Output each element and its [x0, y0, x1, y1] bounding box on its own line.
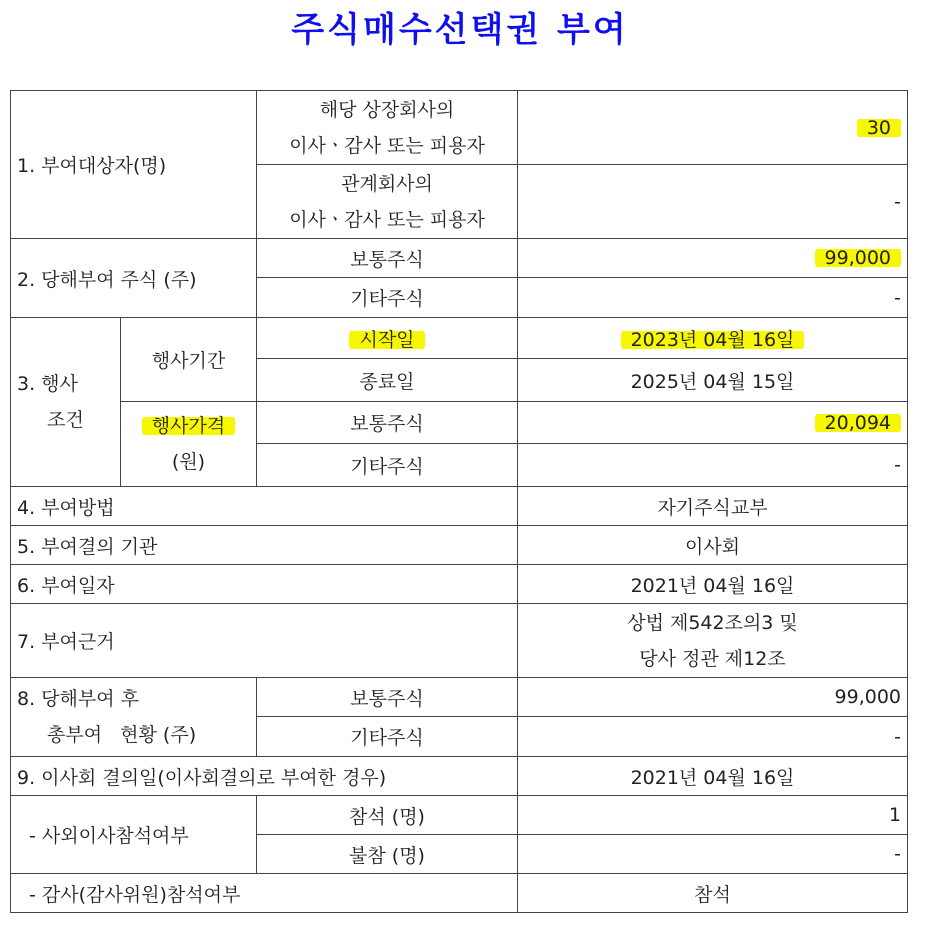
sub-label — [257, 165, 518, 239]
granted-shares-label: 2. 당해부여 주식 (주) — [17, 268, 197, 291]
exercise-period-label: 행사기간 — [121, 318, 257, 402]
legal-basis-label: 7. 부여근거 — [11, 604, 518, 678]
exercise-conditions-label-2: 조건 — [47, 409, 84, 431]
price-common-value: 20,094 — [815, 412, 901, 434]
exercise-price-label — [121, 402, 257, 487]
legal-basis-value-1: 상법 제542조의3 및 — [627, 611, 798, 634]
absent-value: - — [518, 835, 908, 874]
sub-label — [257, 318, 518, 359]
sub-label — [257, 91, 518, 165]
table-row — [11, 239, 908, 278]
exercise-conditions-label-1: 3. 행사 — [17, 373, 78, 395]
affiliate-recipients-value: - — [894, 190, 901, 213]
page-title: 주식매수선택권 부여 — [291, 10, 629, 50]
grant-method-value: 자기주식교부 — [518, 487, 908, 526]
absent-label: 불참 (명) — [257, 835, 518, 874]
table-row — [11, 91, 908, 165]
total-granted-label-2: 총부여 현황 (주) — [47, 724, 197, 746]
start-date-value: 2023년 04월 16일 — [621, 329, 805, 351]
total-other-label: 기타주식 — [257, 717, 518, 757]
value-cell — [518, 402, 908, 444]
legal-basis-value-2: 당사 정관 제12조 — [639, 647, 786, 670]
total-granted-label-1: 8. 당해부여 후 — [17, 688, 139, 710]
value-cell — [518, 165, 908, 239]
grant-method-label: 4. 부여방법 — [11, 487, 518, 526]
table-row — [11, 874, 908, 913]
granted-common-value: 99,000 — [815, 247, 901, 269]
resolution-body-value: 이사회 — [518, 526, 908, 565]
total-common-value: 99,000 — [518, 678, 908, 717]
resolution-body-label: 5. 부여결의 기관 — [11, 526, 518, 565]
price-common-label: 보통주식 — [257, 402, 518, 444]
grant-date-value: 2021년 04월 16일 — [518, 565, 908, 604]
table-row — [11, 678, 908, 717]
exercise-price-label-2: (원) — [171, 451, 206, 473]
table-row — [11, 526, 908, 565]
value-cell — [518, 91, 908, 165]
board-resolution-date-label: 9. 이사회 결의일(이사회결의로 부여한 경우) — [11, 757, 518, 796]
grant-date-label: 6. 부여일자 — [11, 565, 518, 604]
table-row — [11, 565, 908, 604]
value-cell — [518, 604, 908, 678]
table-row — [11, 487, 908, 526]
present-label: 참석 (명) — [257, 796, 518, 835]
table-row — [11, 402, 908, 444]
value-cell — [518, 239, 908, 278]
listed-company-label-2: 이사ㆍ감사 또는 피용자 — [289, 134, 485, 157]
common-stock-label: 보통주식 — [257, 239, 518, 278]
other-stock-label: 기타주식 — [257, 278, 518, 318]
recipients-label: 1. 부여대상자(명) — [17, 155, 167, 177]
price-other-value: - — [518, 444, 908, 487]
row-label — [11, 678, 257, 757]
table-row — [11, 604, 908, 678]
affiliate-label-2: 이사ㆍ감사 또는 피용자 — [289, 208, 485, 231]
listed-company-label-1: 해당 상장회사의 — [319, 98, 455, 121]
outside-director-attendance-label: - 사외이사참석여부 — [11, 796, 257, 874]
listed-company-recipients-value: 30 — [857, 117, 901, 139]
auditor-attendance-value: 참석 — [518, 874, 908, 913]
row-label — [11, 91, 257, 239]
total-common-label: 보통주식 — [257, 678, 518, 717]
row-label — [11, 239, 257, 318]
total-other-value: - — [518, 717, 908, 757]
table-row — [11, 796, 908, 835]
price-other-label: 기타주식 — [257, 444, 518, 487]
table-row — [11, 757, 908, 796]
start-date-label: 시작일 — [349, 329, 424, 351]
table-row — [11, 318, 908, 359]
row-label — [11, 318, 121, 487]
value-cell — [518, 318, 908, 359]
affiliate-label-1: 관계회사의 — [341, 172, 433, 195]
stock-option-table — [10, 90, 908, 913]
auditor-attendance-label: - 감사(감사위원)참석여부 — [11, 874, 518, 913]
end-date-value: 2025년 04월 15일 — [518, 359, 908, 402]
present-value: 1 — [518, 796, 908, 835]
end-date-label: 종료일 — [257, 359, 518, 402]
granted-other-value: - — [518, 278, 908, 318]
exercise-price-label-1: 행사가격 — [142, 415, 235, 437]
board-resolution-date-value: 2021년 04월 16일 — [518, 757, 908, 796]
